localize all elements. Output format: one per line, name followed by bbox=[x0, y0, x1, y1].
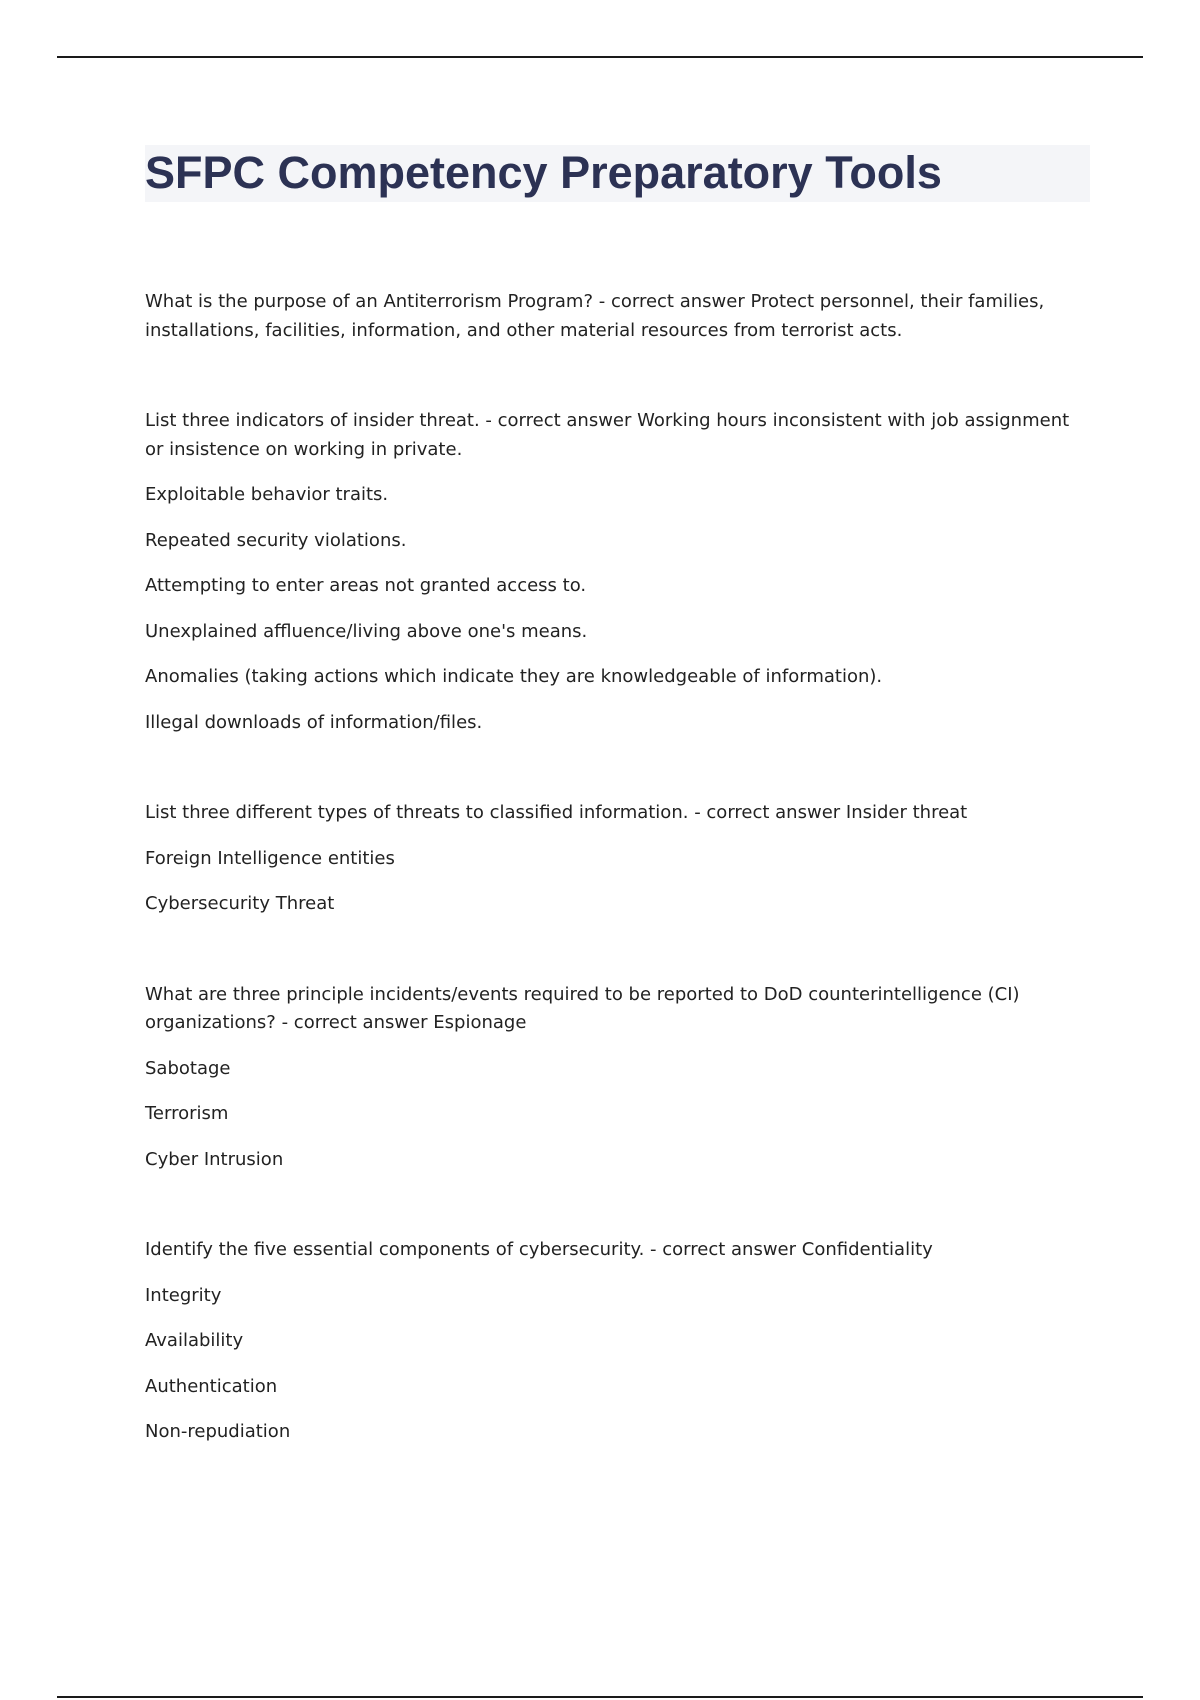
qa-entry bbox=[145, 407, 1085, 737]
qa-line bbox=[145, 981, 1085, 1038]
answer-item: Cybersecurity Threat bbox=[145, 893, 335, 914]
answer-item: Illegal downloads of information/files. bbox=[145, 711, 483, 733]
answer-separator: - correct answer bbox=[275, 1012, 434, 1033]
qa-line bbox=[145, 288, 1085, 345]
answer-item: Attempting to enter areas not granted access to. bbox=[145, 575, 587, 596]
answer-text: Protect personnel, their families, installations, facilities, information, and other material resources from terrorist acts. bbox=[145, 291, 1045, 341]
answer-separator: - correct answer bbox=[688, 802, 846, 823]
answer-text: Working hours inconsistent with job assignment or insistence on working in private. bbox=[145, 410, 1070, 460]
answer-item: Integrity bbox=[145, 1284, 222, 1306]
answer-separator: - correct answer bbox=[644, 1239, 802, 1260]
answer-item: Repeated security violations. bbox=[145, 529, 407, 551]
document-title: SFPC Competency Preparatory Tools bbox=[145, 147, 942, 198]
answer-item: Cyber Intrusion bbox=[145, 1148, 284, 1170]
answer-item: Unexplained affluence/living above one's means. bbox=[145, 620, 588, 642]
answer-item: Terrorism bbox=[145, 1103, 229, 1124]
qa-line bbox=[145, 799, 1085, 828]
answer-item: Anomalies (taking actions which indicate they are knowledgeable of information). bbox=[145, 666, 883, 687]
top-rule bbox=[57, 56, 1143, 58]
qa-line bbox=[145, 1236, 1085, 1265]
answer-item: Foreign Intelligence entities bbox=[145, 847, 395, 869]
answer-item: Non-repudiation bbox=[145, 1421, 291, 1442]
question-text: What are three principle incidents/events required to be reported to DoD counterintelligence (CI) organizations? bbox=[145, 983, 1020, 1033]
answer-text: Espionage bbox=[433, 1012, 527, 1033]
qa-line bbox=[145, 407, 1085, 464]
question-text: What is the purpose of an Antiterrorism Program? bbox=[145, 291, 594, 312]
answer-separator: - correct answer bbox=[479, 410, 638, 431]
answer-item: Exploitable behavior traits. bbox=[145, 484, 389, 505]
qa-entry bbox=[145, 981, 1085, 1175]
qa-entry bbox=[145, 799, 1085, 919]
question-text: Identify the five essential components of cybersecurity. bbox=[145, 1239, 645, 1260]
answer-item: Availability bbox=[145, 1330, 244, 1351]
answer-text: Confidentiality bbox=[801, 1239, 933, 1260]
answer-text: Insider threat bbox=[845, 802, 968, 823]
question-text: List three indicators of insider threat. bbox=[145, 410, 480, 431]
qa-list bbox=[145, 288, 1085, 1509]
qa-entry bbox=[145, 1236, 1085, 1447]
qa-entry bbox=[145, 288, 1085, 345]
bottom-rule bbox=[57, 1696, 1143, 1698]
question-text: List three different types of threats to classified information. bbox=[145, 802, 689, 823]
title-block bbox=[145, 145, 1090, 202]
answer-item: Sabotage bbox=[145, 1057, 231, 1079]
answer-separator: - correct answer bbox=[593, 291, 751, 312]
answer-item: Authentication bbox=[145, 1375, 278, 1397]
